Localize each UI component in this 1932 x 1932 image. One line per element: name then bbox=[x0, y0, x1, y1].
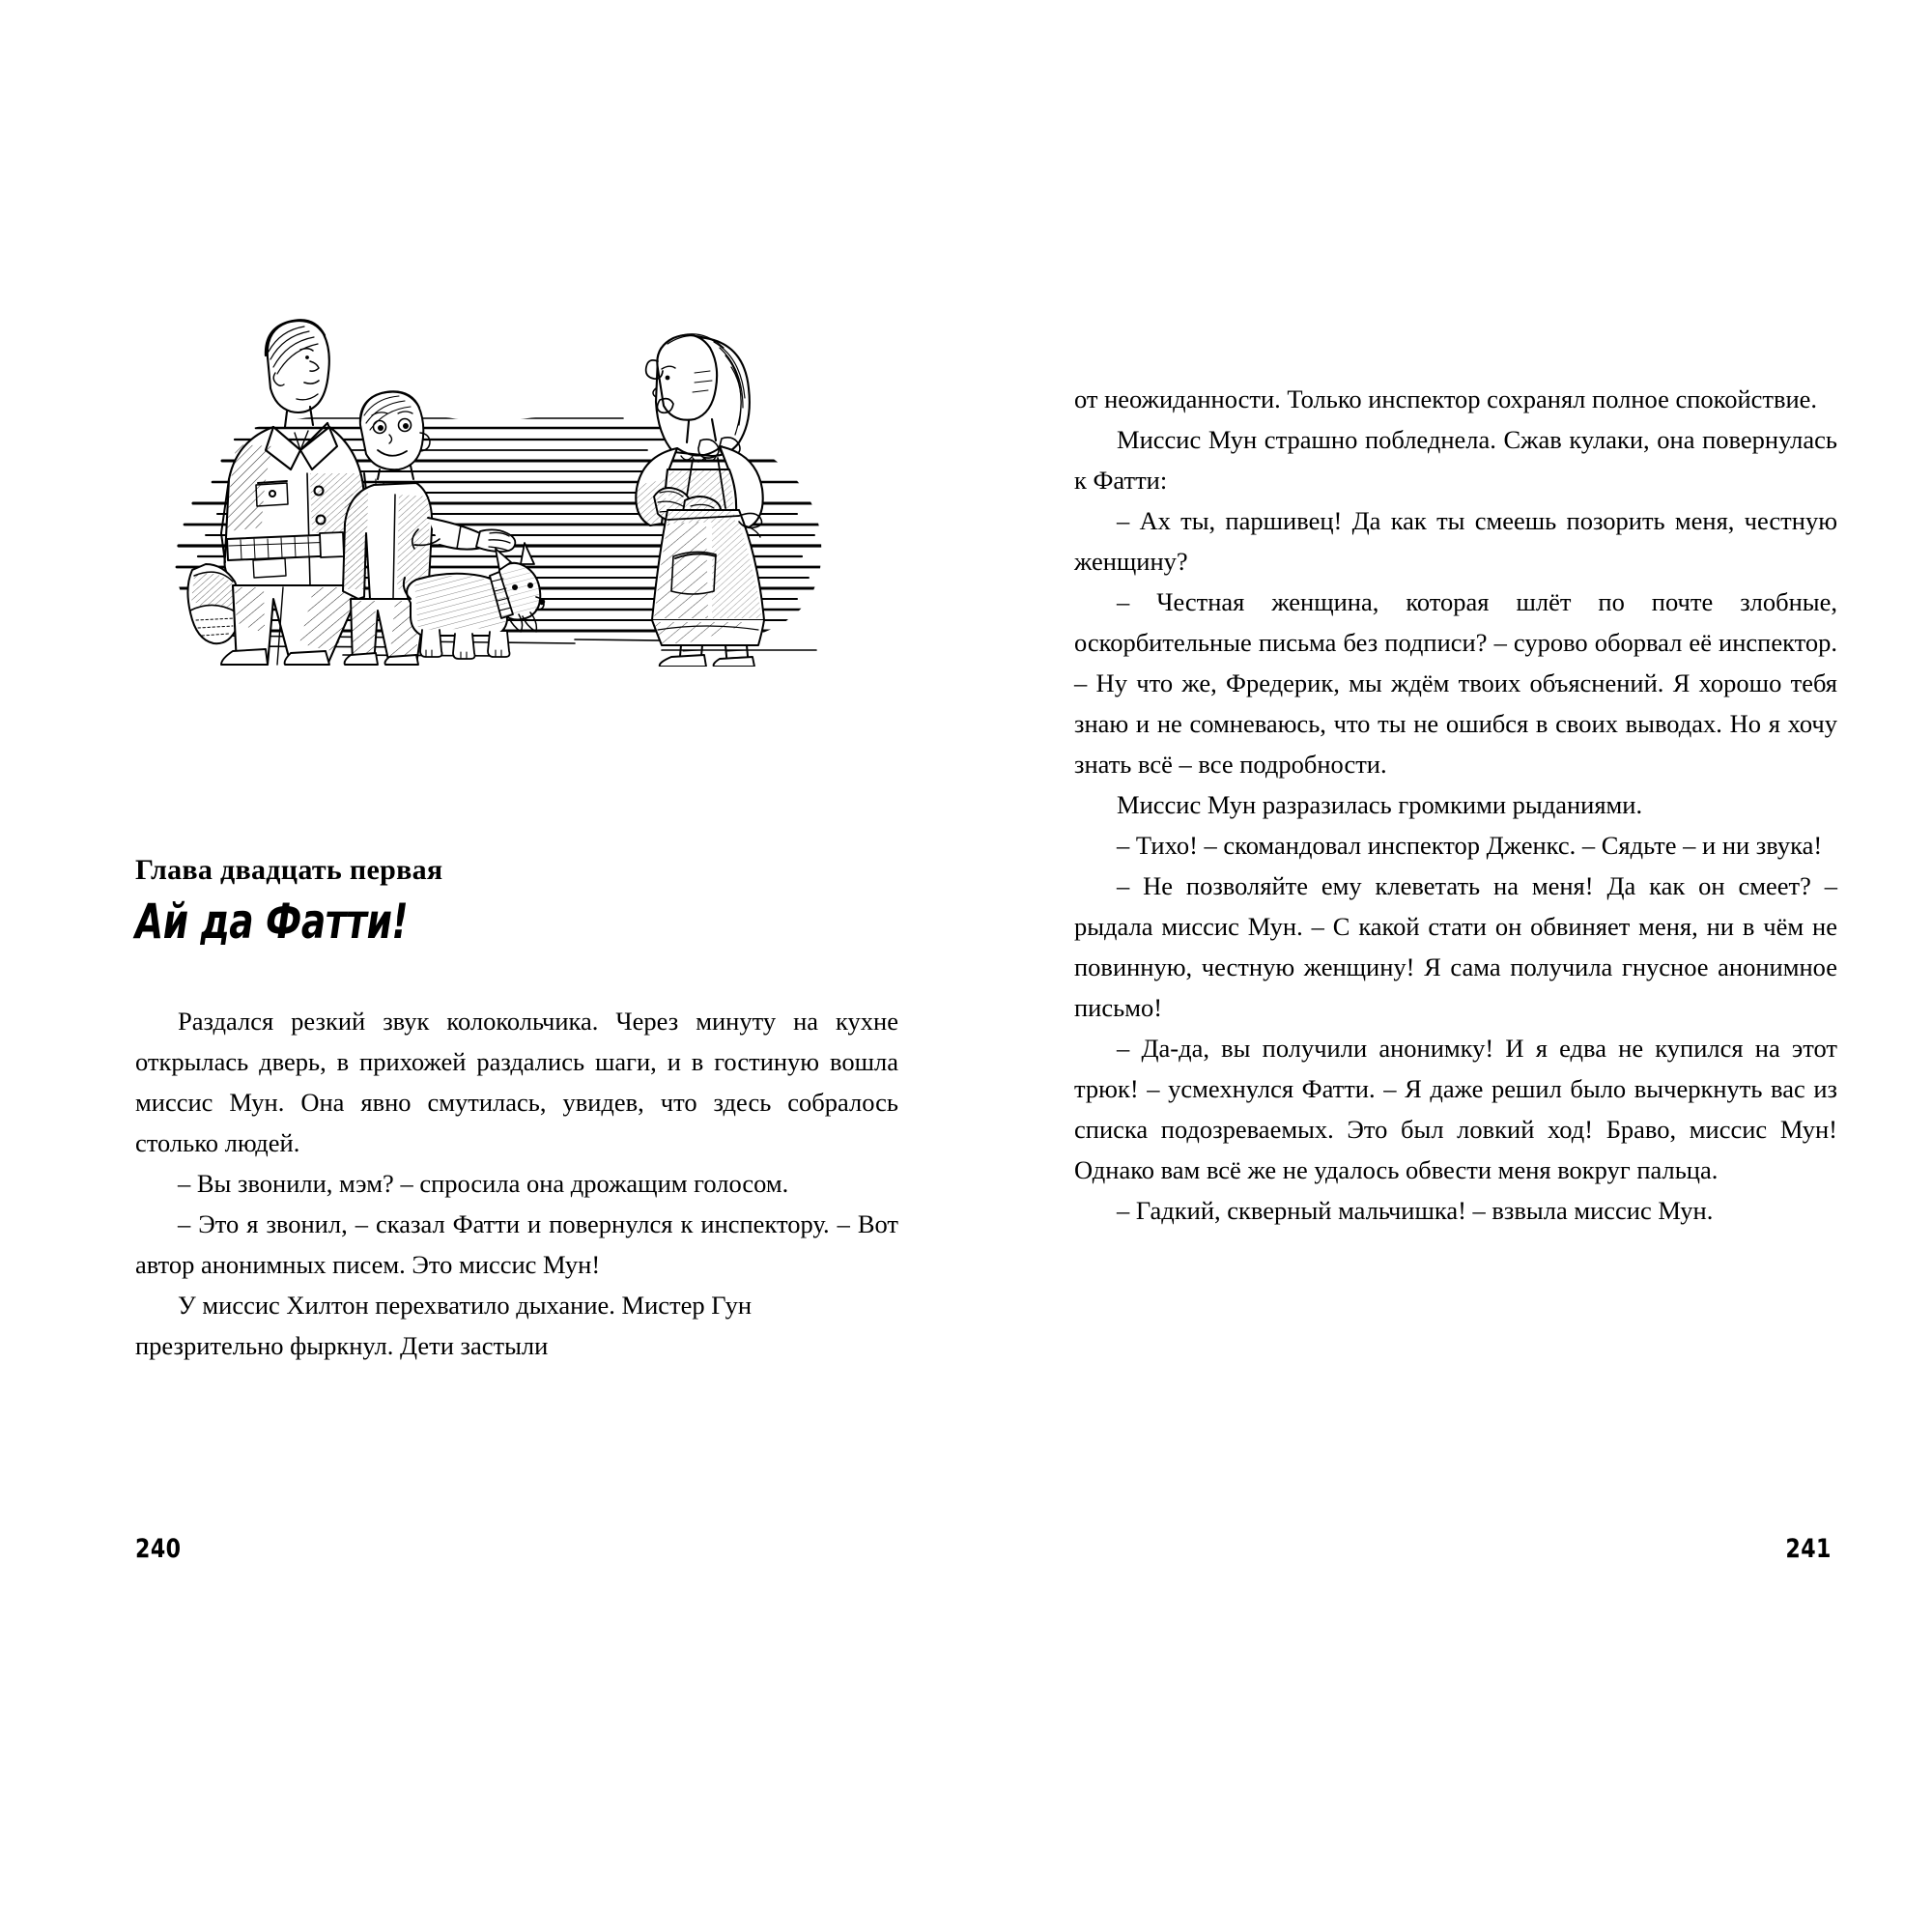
paragraph: – Честная женщина, которая шлёт по почте злобные, оскорбительные письма без подписи? – сурово оборвал её инспектор. – Ну что же, Фредерик, мы ждём твоих объяснений. Я хорошо тебя знаю и не сомневаюсь, что ты не ошибся в своих выводах. Но я хочу знать всё – все подробности. bbox=[1074, 587, 1837, 779]
paragraph: – Гадкий, скверный мальчишка! – взвыла миссис Мун. bbox=[1117, 1196, 1714, 1225]
page-number-right: 241 bbox=[1785, 1534, 1832, 1564]
page-number-left: 240 bbox=[135, 1534, 182, 1564]
paragraph: – Не позволяйте ему клеветать на меня! Да как он смеет? – рыдала миссис Мун. – С какой стати он обвиняет меня, ни в чём не повинную, честную женщину! Я сама получила гнусное анонимное письмо! bbox=[1074, 871, 1837, 1022]
right-column-body bbox=[1074, 379, 1837, 1231]
chapter-heading-block bbox=[135, 854, 898, 951]
paragraph: Миссис Мун страшно побледнела. Сжав кулаки, она повернулась к Фатти: bbox=[1074, 425, 1837, 495]
chapter-illustration bbox=[121, 280, 865, 667]
paragraph: – Ах ты, паршивец! Да как ты смеешь позорить меня, честную женщину? bbox=[1074, 506, 1837, 576]
paragraph: – Да-да, вы получили анонимку! И я едва не купился на этот трюк! – усмехнулся Фатти. – Я даже решил было вычеркнуть вас из списка подозреваемых. Это был ловкий ход! Браво, миссис Мун! Однако вам всё же не удалось обвести меня вокруг пальца. bbox=[1074, 1034, 1837, 1184]
paragraph: – Вы звонили, мэм? – спросила она дрожащим голосом. bbox=[178, 1169, 789, 1198]
paragraph: – Тихо! – скомандовал инспектор Дженкс. – Сядьте – и ни звука! bbox=[1117, 831, 1823, 860]
illustration-artwork bbox=[121, 280, 865, 667]
chapter-label: Глава двадцать первая bbox=[135, 854, 443, 886]
chapter-title: Ай да Фатти! bbox=[135, 893, 409, 951]
paragraph: Раздался резкий звук колокольчика. Через минуту на кухне открылась дверь, в прихожей раздались шаги, и в гостиную вошла миссис Мун. Она явно смутилась, увидев, что здесь собралось столько людей. bbox=[135, 1007, 898, 1157]
paragraph: Миссис Мун разразилась громкими рыданиями. bbox=[1117, 790, 1643, 819]
paragraph: от неожиданности. Только инспектор сохранял полное спокойствие. bbox=[1074, 384, 1818, 413]
paragraph: – Это я звонил, – сказал Фатти и повернулся к инспектору. – Вот автор анонимных писем. Это миссис Мун! bbox=[135, 1209, 898, 1279]
left-column-body bbox=[135, 1001, 898, 1366]
paragraph: У миссис Хилтон перехватило дыхание. Мистер Гун презрительно фыркнул. Дети застыли bbox=[135, 1291, 753, 1360]
